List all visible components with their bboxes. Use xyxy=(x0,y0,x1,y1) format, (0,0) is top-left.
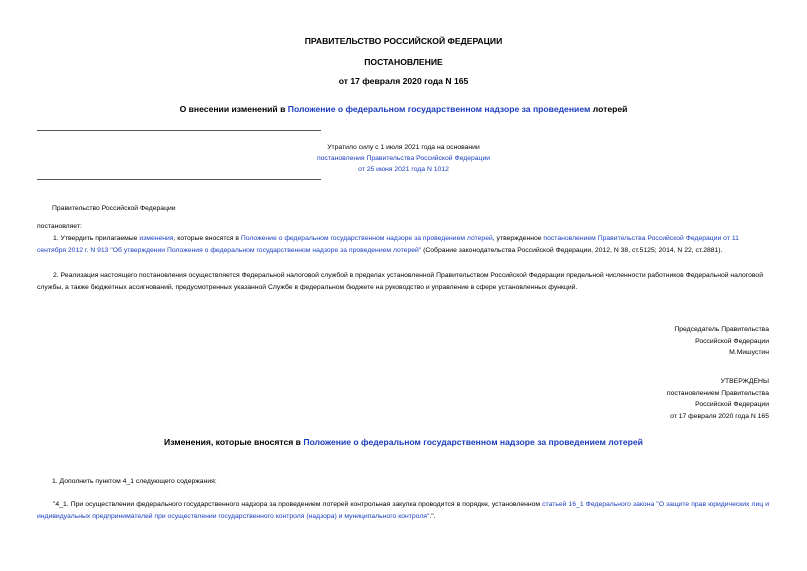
title-suffix: лотерей xyxy=(590,104,628,114)
approval-word: УТВЕРЖДЕНЫ xyxy=(720,378,769,385)
repeal-decree-date-link[interactable]: от 25 июня 2021 года N 1012 xyxy=(358,166,449,173)
decree-913-link[interactable]: постановлением Правительства Российской Федерации от 11 сентября 2012 г. N 913 "Об утверждении Положения о федеральном государственном надзоре за проведением лотерей" xyxy=(37,235,739,254)
paragraph-1 xyxy=(37,233,769,257)
title-prefix: О внесении изменений в xyxy=(179,104,288,114)
approval-by: постановлением Правительства xyxy=(666,389,769,397)
government-name: Правительство Российской Федерации xyxy=(52,205,176,212)
decree-word: постановляет: xyxy=(37,223,82,230)
repeal-line: Утратило силу с 1 июля 2021 года на основании xyxy=(327,144,480,151)
p1-text-2: , которые вносятся в xyxy=(173,235,241,242)
p1-text-3: , утвержденное xyxy=(492,235,544,242)
signature-country: Российской Федерации xyxy=(695,337,769,345)
repeal-decree-link[interactable]: постановления Правительства Российской Федерации xyxy=(316,155,491,162)
repeal-notice xyxy=(200,142,607,175)
p1-text-1: 1. Утвердить прилагаемые xyxy=(53,235,140,242)
changes-regulation-link[interactable]: Положение о федеральном государственном надзоре за проведением лотерей xyxy=(303,437,643,447)
paragraph-2: 2. Реализация настоящего постановления осуществляется Федеральной налоговой службой в пределах установленной Правительством Российской Федерации предельной численности работников Федеральной налоговой службы, а также бюджетных ассигнований, предусмотренных указанной Службе в федеральном бюджете на руководство и управление в сфере установленных функций. xyxy=(37,272,763,291)
approval-date: от 17 февраля 2020 года N 165 xyxy=(670,412,769,420)
regulation-link[interactable]: Положение о федеральном государственном надзоре за проведением лотерей xyxy=(240,235,493,242)
top-divider xyxy=(37,130,321,131)
changes-heading-prefix: Изменения, которые вносятся в xyxy=(164,437,304,447)
approval-block xyxy=(667,376,769,422)
document-type-heading: ПОСТАНОВЛЕНИЕ xyxy=(364,57,443,67)
quote-text-1: "4_1. При осуществлении федерального государственного надзора за проведением лотерей контрольная закупка проводится в порядке, установленном xyxy=(53,501,543,508)
approval-country: Российской Федерации xyxy=(695,401,769,408)
change-quote xyxy=(37,499,769,523)
signature-block xyxy=(674,324,769,359)
document-title xyxy=(0,104,807,114)
p1-text-4: (Собрание законодательства Российской Федерации, 2012, N 38, ст.5125; 2014, N 22, ст.2881). xyxy=(421,247,723,254)
signature-title: Председатель Правительства xyxy=(674,326,769,333)
changes-link[interactable]: изменения xyxy=(139,235,174,242)
change-item-1: 1. Дополнить пунктом 4_1 следующего содержания: xyxy=(52,478,217,485)
signature-name: М.Мишустин xyxy=(729,349,769,356)
quote-text-2: .". xyxy=(429,513,436,520)
federal-law-article-link[interactable]: статьей 16_1 Федерального закона "О защите прав юридических лиц и индивидуальных предпринимателей при осуществлении государственного контроля (надзора) и муниципального контроля" xyxy=(37,501,770,520)
title-regulation-link[interactable]: Положение о федеральном государственном надзоре за проведением xyxy=(287,104,591,114)
document-date-number: от 17 февраля 2020 года N 165 xyxy=(338,76,469,86)
government-heading: ПРАВИТЕЛЬСТВО РОССИЙСКОЙ ФЕДЕРАЦИИ xyxy=(304,36,503,46)
bottom-divider xyxy=(37,179,321,180)
changes-heading xyxy=(0,437,807,447)
